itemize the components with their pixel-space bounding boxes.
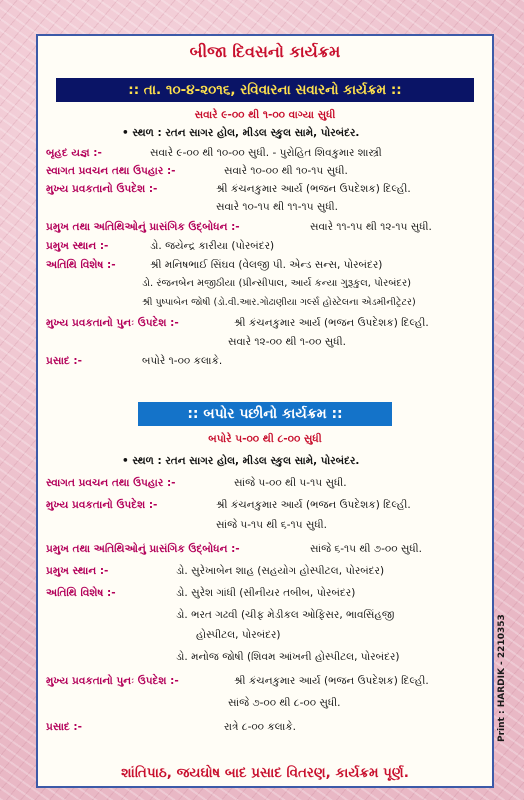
afternoon-text-3: સાંજે ૫-૧૫ થી ૬-૧૫ સુધી. xyxy=(216,519,328,531)
afternoon-text-8: હોસ્પીટલ, પોરબંદર) xyxy=(196,629,281,641)
morning-label-2: સ્વાગત પ્રવચન તથા ઉપહાર :- xyxy=(46,165,176,177)
morning-time: સવારે ૯-૦૦ થી ૧-૦૦ વાગ્યા સુધી xyxy=(194,109,336,121)
morning-venue: • સ્થળ : રતન સાગર હોલ, મીડલ સ્કુલ સામે, પોરબંદર. xyxy=(122,127,360,139)
page-title: બીજા દિવસનો કાર્યક્રમ xyxy=(189,42,341,61)
afternoon-label-6: અતિથિ વિશેષ :- xyxy=(46,587,116,599)
morning-text-5: સવારે ૧૧-૧૫ થી ૧૨-૧૫ સુધી. xyxy=(310,221,432,233)
morning-text-2: સવારે ૧૦-૦૦ થી ૧૦-૧૫ સુધી. xyxy=(224,165,348,177)
afternoon-text-10: શ્રી કંચનકુમાર આર્ય (ભજન ઉપદેશક) દિલ્હી. xyxy=(234,675,429,687)
morning-text-8: ડો. રંજનબેન મજીઠીયા (પ્રીન્સીપાલ, આર્ય કન્યા ગુરૂકુલ, પોરબંદર) xyxy=(142,278,412,289)
morning-banner: :: તા. ૧૦-૪-૨૦૧૬, રવિવારના સવારનો કાર્યક્રમ :: xyxy=(56,78,474,102)
morning-text-3: શ્રી કંચનકુમાર આર્ય (ભજન ઉપદેશક) દિલ્હી. xyxy=(216,183,411,195)
afternoon-label-4: પ્રમુખ તથા અતિથિઓનું પ્રાસંગિક ઉદ્બોધન :- xyxy=(46,543,240,555)
afternoon-text-4: સાંજે ૬-૧૫ થી ૭-૦૦ સુધી. xyxy=(310,543,423,555)
printer-credit: Print : HARDIK - 2210353 xyxy=(497,614,507,742)
afternoon-time: બપોરે ૫-૦૦ થી ૮-૦૦ સુધી xyxy=(208,433,322,445)
program-card xyxy=(36,34,494,788)
afternoon-text-6: ડો. સુરેશ ગાંધી (સીનીયર તબીબ, પોરબંદર) xyxy=(176,587,356,599)
afternoon-text-2: શ્રી કંચનકુમાર આર્ય (ભજન ઉપદેશક) દિલ્હી. xyxy=(216,499,411,511)
morning-text-11: સવારે ૧૨-૦૦ થી ૧-૦૦ સુધી. xyxy=(228,336,346,348)
morning-label-7: અતિથિ વિશેષ :- xyxy=(46,259,116,271)
afternoon-venue: • સ્થળ : રતન સાગર હોલ, મીડલ સ્કુલ સામે, પોરબંદર. xyxy=(122,455,360,467)
afternoon-label-10: મુખ્ય પ્રવકતાનો પુનઃ ઉપદેશ :- xyxy=(46,675,179,687)
morning-text-4: સવારે ૧૦-૧૫ થી ૧૧-૧૫ સુધી. xyxy=(216,201,339,213)
morning-label-1: બૃહદ યજ્ઞ :- xyxy=(46,147,102,159)
morning-label-12: પ્રસાદ :- xyxy=(46,355,82,367)
morning-text-10: શ્રી કંચનકુમાર આર્ય (ભજન ઉપદેશક) દિલ્હી. xyxy=(234,317,429,329)
morning-text-12: બપોરે ૧-૦૦ કલાકે. xyxy=(142,355,223,367)
afternoon-banner: :: બપોર પછીનો કાર્યક્રમ :: xyxy=(138,402,392,426)
morning-label-10: મુખ્ય પ્રવકતાનો પુનઃ ઉપદેશ :- xyxy=(46,317,179,329)
afternoon-text-9: ડો. મનોજ જોષી (શિવમ આંખની હોસ્પીટલ, પોરબંદર) xyxy=(176,651,400,663)
afternoon-label-1: સ્વાગત પ્રવચન તથા ઉપહાર :- xyxy=(46,477,176,489)
afternoon-label-12: પ્રસાદ :- xyxy=(46,721,82,733)
morning-label-3: મુખ્ય પ્રવકતાનો ઉપદેશ :- xyxy=(46,183,158,195)
morning-text-9: શ્રી પુષ્પાબેન જોષી (ડો.વી.આર.ગોઢાણીયા ગર્લ્સ હોસ્ટેલના એડમીનીટ્રેટર) xyxy=(142,297,416,308)
afternoon-text-1: સાંજે ૫-૦૦ થી ૫-૧૫ સુધી. xyxy=(234,477,347,489)
afternoon-text-5: ડો. સુરેખાબેન શાહ (સહયોગ હોસ્પીટલ, પોરબંદર) xyxy=(176,565,385,577)
afternoon-text-12: રાત્રે ૮-૦૦ કલાકે. xyxy=(224,721,297,733)
morning-text-7: શ્રી મનિષભાઈ સિંઘવ (વેલજી પી. એન્ડ સન્સ, પોરબંદર) xyxy=(150,259,383,271)
afternoon-text-11: સાંજે ૭-૦૦ થી ૮-૦૦ સુધી. xyxy=(228,697,341,709)
morning-label-6: પ્રમુખ સ્થાન :- xyxy=(46,240,109,252)
morning-label-5: પ્રમુખ તથા અતિથિઓનું પ્રાસંગિક ઉદ્બોધન :- xyxy=(46,221,240,233)
afternoon-label-2: મુખ્ય પ્રવકતાનો ઉપદેશ :- xyxy=(46,499,158,511)
afternoon-text-7: ડો. ભરત ગઢવી (ચીફ મેડીકલ ઓફિસર, ભાવસિંહજી xyxy=(176,609,395,621)
morning-text-1: સવારે ૯-૦૦ થી ૧૦-૦૦ સુધી. - પુરોહિત શિવકુમાર શાસ્ત્રી xyxy=(150,147,382,159)
closing-line: શાંતિપાઠ, જયઘોષ બાદ પ્રસાદ વિતરણ, કાર્યક્રમ પૂર્ણ. xyxy=(121,765,409,781)
afternoon-label-5: પ્રમુખ સ્થાન :- xyxy=(46,565,109,577)
morning-text-6: ડો. જયેન્દ્ર કારીયા (પોરબંદર) xyxy=(150,240,275,252)
